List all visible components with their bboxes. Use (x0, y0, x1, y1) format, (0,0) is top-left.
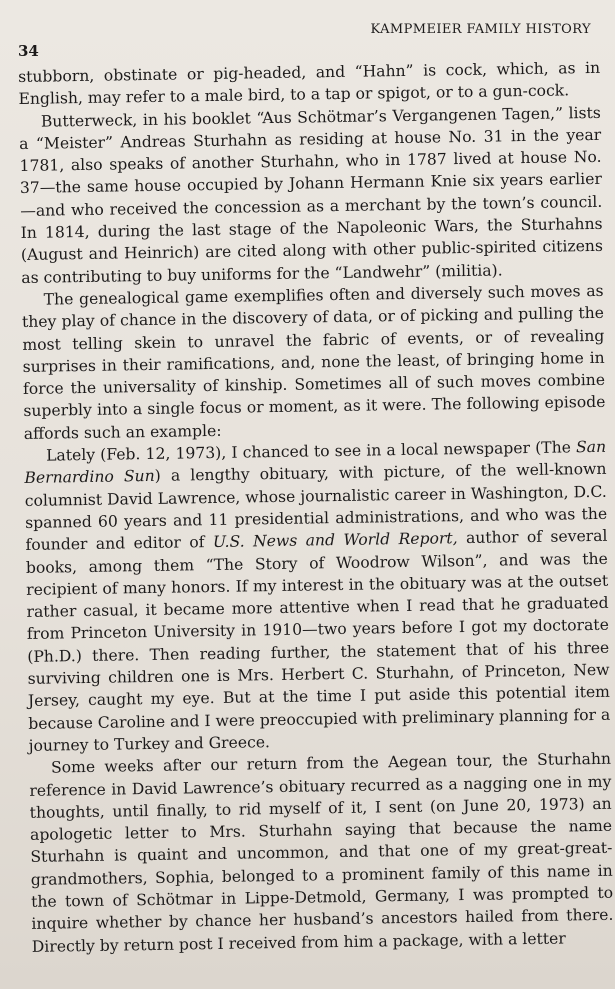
body-text (18, 57, 614, 958)
paragraph-obituary (24, 436, 611, 757)
paragraph-butterweck: Butterweck, in his booklet “Aus Schötmar’s Vergangenen Tagen,” lists a “Meister” Andreas Sturhahn as residing at house No. 31 in the year 1781, also speaks of another Sturhahn, who in 1787 lived at house No. 37—the same house occupied by Johann Hermann Knie six years earlier—and who received the concession as a merchant by the town’s council. In 1814, during the last stage of the Napoleonic Wars, the Sturhahns (August and Heinrich) are cited along with other public-spirited citizens as contributing to buy uniforms for the “Landwehr” (militia). (19, 103, 604, 287)
running-head: KAMPMEIER FAMILY HISTORY (370, 22, 591, 37)
paragraph-genealogical-game: The genealogical game exemplifies often and diversely such moves as they play of chance in the discovery of data, or of picking and pulling the most telling skein to unravel the fabric of events, or of revealing surprises in their ramifications, and, none the least, of bringing home in force the universality of kinship. Sometimes all of such moves combine superbly into a single focus or moment, as it were. The following episode affords such an example: (21, 281, 606, 443)
obituary-text-a: Lately (Feb. 12, 1973), I chanced to see in a local newspaper (The (45, 438, 577, 465)
page-number: 34 (18, 42, 39, 60)
paragraph-continuation: stubborn, obstinate or pig-headed, and “Hahn” is cock, which, as in English, may refer to a male bird, to a tap or spigot, or to a gun-cock. (18, 58, 601, 109)
newspaper-title: San Bernardino Sun (24, 437, 607, 488)
obituary-text-c: ) a lengthy obituary, with picture, of the well-known columnist David Lawrence, whose journalistic career in Washington, D.C. spanned 60 years and 11 presidential administrations, and who was the founder and editor of (24, 460, 608, 555)
paragraph-letter: Some weeks after our return from the Aegean tour, the Sturhahn reference in David Lawrence’s obituary recurred as a nagging one in my thoughts, until finally, to rid myself of it, I sent (on June 20, 1973) an apologetic letter to Mrs. Sturhahn saying that because the name Sturhahn is quaint and uncommon, and that one of my great-great-grandmothers, Sophia, belonged to a prominent family of this name in the town of Schötmar in Lippe-Detmold, Germany, I was prompted to inquire whether by chance her husband’s ancestors hailed from there. Directly by return post I received from him a package, with a letter (29, 749, 614, 956)
obituary-text-e: author of several books, among them “The Story of Woodrow Wilson”, and was the recipient of many honors. If my interest in the obituary was at the outset rather casual, it became more attentive when I read that he graduated from Princeton University in 1910—two years before I got my doctorate (Ph.D.) there. Then reading further, the statement that of his three surviving children one is Mrs. Herbert C. Sturhahn, of Princeton, New Jersey, caught my eye. But at the time I put aside this potential item because Caroline and I were preoccupied with preliminary planning for a journey to Turkey and Greece. (25, 527, 611, 755)
magazine-title: U.S. News and World Report, (212, 529, 458, 552)
